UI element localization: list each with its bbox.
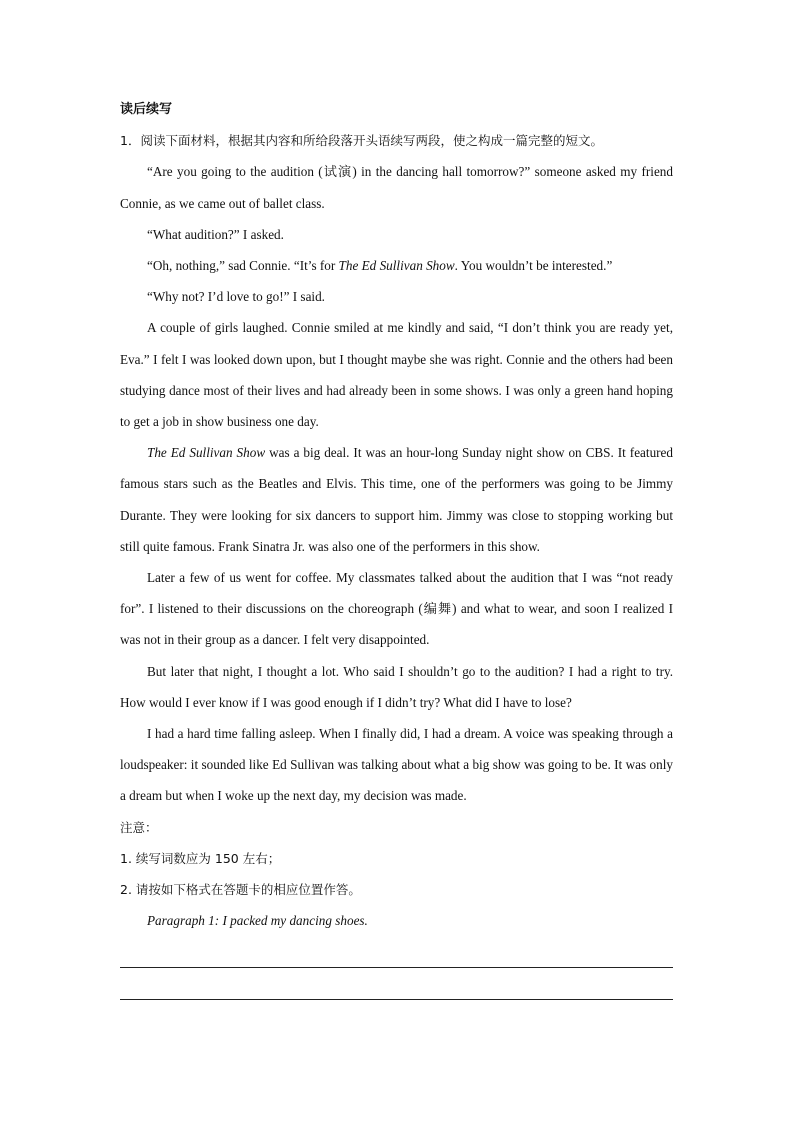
show-title: The Ed Sullivan Show <box>147 445 266 461</box>
section-title: 读后续写 <box>120 102 173 117</box>
story-paragraph-7: Later a few of us went for coffee. My classmates talked about the audition that I was “not ready for”. I listened to their discussions on the choreograph (编舞) and what to wear, and soon I realized I was not in their group as a dancer. I felt very disappointed. <box>120 569 673 648</box>
instruction: 1．阅读下面材料，根据其内容和所给段落开头语续写两段，使之构成一篇完整的短文。 <box>120 133 603 149</box>
story-paragraph-8: But later that night, I thought a lot. Who said I shouldn’t go to the audition? I had a right to try. How would I ever know if I was good enough if I didn’t try? What did I have to lose? <box>120 663 673 710</box>
paragraph-3-text-a: “Oh, nothing,” sad Connie. “It’s for <box>147 257 339 273</box>
notes-title: 注意： <box>120 819 158 835</box>
story-paragraph-3 <box>120 250 673 281</box>
story-paragraph-6 <box>120 437 673 562</box>
story-paragraph-4: “Why not? I’d love to go!” I said. <box>147 289 325 305</box>
story-paragraph-1: “Are you going to the audition (试演) in the dancing hall tomorrow?” someone asked my friend Connie, as we came out of ballet class. <box>120 164 673 211</box>
story-paragraph-2: “What audition?” I asked. <box>147 226 284 242</box>
note-item-2: 2. 请按如下格式在答题卡的相应位置作答。 <box>120 881 361 897</box>
paragraph-starter: Paragraph 1: I packed my dancing shoes. <box>147 913 368 929</box>
story-paragraph-5: A couple of girls laughed. Connie smiled at me kindly and said, “I don’t think you are ready yet, Eva.” I felt I was looked down upon, but I thought maybe she was right. Connie and the others had been studying dance most of their lives and had already been in some shows. I was only a green hand hoping to get a job in show business one day. <box>120 320 673 429</box>
paragraph-3-text-b: . You wouldn’t be interested.” <box>454 257 613 273</box>
paragraph-6-text: was a big deal. It was an hour-long Sunday night show on CBS. It featured famous stars such as the Beatles and Elvis. This time, one of the performers was going to be Jimmy Durante. They were looking for six dancers to support him. Jimmy was close to stopping working but still quite famous. Frank Sinatra Jr. was also one of the performers in this show. <box>120 445 673 554</box>
story-paragraph-9: I had a hard time falling asleep. When I finally did, I had a dream. A voice was speaking through a loudspeaker: it sounded like Ed Sullivan was talking about what a big show was going to be. It was only a dream but when I woke up the next day, my decision was made. <box>120 725 673 804</box>
answer-line-1[interactable] <box>120 936 673 968</box>
note-item-1: 1. 续写词数应为 150 左右； <box>120 850 281 866</box>
worksheet-page <box>120 94 673 1000</box>
show-title: The Ed Sullivan Show <box>338 257 455 273</box>
answer-line-2[interactable] <box>120 968 673 1000</box>
